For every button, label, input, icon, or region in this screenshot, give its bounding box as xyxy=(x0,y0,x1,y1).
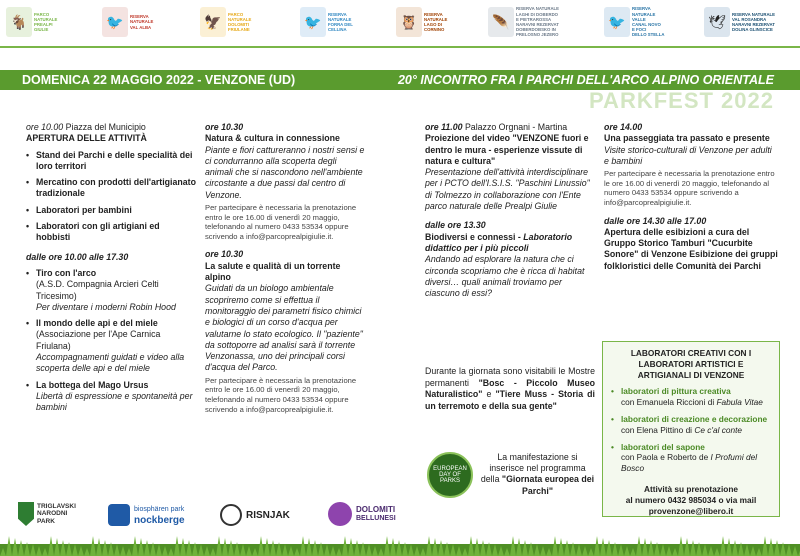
eagle-icon: 🦅 xyxy=(200,7,226,37)
time: dalle ore 14.30 alle 17.00 xyxy=(604,215,707,226)
bullet-icon: • xyxy=(26,267,30,278)
logo-dolomiti-friulane: 🦅 PARCO NATURALE DOLOMITI FRIULANE xyxy=(200,2,251,42)
contact-email: provenzone@libero.it xyxy=(648,505,734,516)
bullet-icon: • xyxy=(26,379,30,390)
bullet-icon: • xyxy=(26,177,30,188)
dolomiti-bellunesi-logo-icon xyxy=(328,502,352,526)
program-column-2: ore 10.30 Natura & cultura in connessione Piante e fiori cattureranno i nostri sensi e ci condurranno alla scoperta degli animali che si nascondono nell'ambiente circostante a due passi dal centro di Venzone. Per partecipare è necessaria la prenotazione entro le ore 16.00 di venerdì 20 maggio, telefonando al numero 0433 53534 oppure scrivendo a info@parcoprealpigiulie.it. ore 10.30 La salute e qualità di un torrente alpino Guidati da un biologo ambientale scopriremo come si effettua il monitoraggio dei parametri fisico chimici e biologici di un corso d'acqua per valutarne lo stato ecologico. Il "paziente" da sottoporre ad analisi sarà il torrente Venzonassa, uno dei principali corsi d'acqua del Parco. Per partecipare è necessaria la prenotazione entro le ore 16.00 di venerdì 20 maggio, telefonando al numero 0433 53534 oppure scrivendo a info@parcoprealpigiulie.it. xyxy=(205,122,365,414)
chamois-icon: 🐐 xyxy=(6,7,32,37)
bird-icon: 🐦 xyxy=(604,7,630,37)
bullet-icon: • xyxy=(26,318,30,329)
triglav-logo-icon xyxy=(18,502,34,526)
time: dalle ore 10.00 alle 17.30 xyxy=(26,251,129,262)
eu-program-note: La manifestazione si inserisce nel programma della "Giornata europea dei Parchi" xyxy=(480,452,595,496)
logo-forra-cellina: 🐦 RISERVA NATURALE FORRA DEL CELLINA xyxy=(300,2,353,42)
event-subtitle: 20° INCONTRO FRA I PARCHI DELL'ARCO ALPINO ORIENTALE xyxy=(397,73,774,87)
museum-note: Durante la giornata sono visitabili le Mostre permanenti "Bosc - Piccolo Museo Naturalistico" e "Tiere Muss - Storia di un terremoto e della sua gente" xyxy=(425,366,596,411)
sponsor-risnjak: RISNJAK xyxy=(220,504,290,526)
logo-doberdo: 🪶 RISERVA NATURALE LAGHI DI DOBERDO E PIETRAROSSA NARAVNI REZERVAT DOBERDOBSKO IN PRELOSNO JEZERO xyxy=(488,2,559,42)
bullet-icon: • xyxy=(611,441,614,452)
program-column-3: ore 11.00 Palazzo Orgnani - Martina Proiezione del video "VENZONE fuori e dentro le mura - esperienze vissute di natura e cultura" Presentazione dell'attività interdisciplinare per i PCTO dell'I.S.I.S. "Paschini Linussio" di Tolmezzo in collaborazione con l'Ente parco naturale delle Prealpi Giulie dalle ore 13.30 Biodiversi e connessi - Laboratorio didattico per i più piccoli Andando ad esplorare la natura che ci circonda scopriamo che è ricca di habitat diversi… quali animali troviamo per ciascuno di essi? xyxy=(425,122,595,299)
time: ore 14.00 xyxy=(604,122,643,132)
header-divider xyxy=(0,46,800,48)
owl-icon: 🦉 xyxy=(396,7,422,37)
bullet-icon: • xyxy=(26,204,30,215)
swallow-icon: 🕊 xyxy=(704,7,730,37)
logo-val-rosandra: 🕊 RISERVA NATURALE VAL ROSANDRA NARAVNI REZERVAT DOLINA GLINSCICE xyxy=(704,2,775,42)
grass-footer xyxy=(0,526,800,556)
time: ore 10.30 xyxy=(205,122,244,132)
parkfest-title: PARKFEST 2022 xyxy=(589,88,774,113)
bullet-icon: • xyxy=(26,221,30,232)
risnjak-logo-icon xyxy=(220,504,242,526)
program-column-4: ore 14.00 Una passeggiata tra passato e presente Visite storico-culturali di Venzone per adulti e bambini Per partecipare è necessaria la prenotazione entro le ore 16.00 di venerdì 20 maggio, telefonando al numero 0433 53534 oppure scrivendo a info@parcoprealpigiulie.it. dalle ore 14.30 alle 17.00 Apertura delle esibizioni a cura del Gruppo Storico Tamburi "Cucurbite Sonore" di Venzone Esibizione dei gruppi folkloristici delle Comunità dei Parchi xyxy=(604,122,778,271)
heron-icon: 🪶 xyxy=(488,7,514,37)
woodpecker-icon: 🐦 xyxy=(102,7,128,37)
section-title: APERTURA DELLE ATTIVITÀ xyxy=(26,133,147,144)
logo-prealpi-giulie: 🐐 PARCO NATURALE PREALPI GIULIE xyxy=(6,2,57,42)
bullet-icon: • xyxy=(611,413,614,424)
european-day-of-parks-logo: EUROPEAN DAY OF PARKS xyxy=(427,452,473,498)
sponsor-nockberge: biosphären park nockberge xyxy=(108,504,185,526)
logo-canal-novo: 🐦 RISERVA NATURALE VALLE CANAL NOVO E FOCI DELLO STELLA xyxy=(604,2,664,42)
sponsor-dolomiti-bellunesi: DOLOMITI BELLUNESI xyxy=(328,502,396,526)
logo-lago-cornino: 🦉 RISERVA NATURALE LAGO DI CORNINO xyxy=(396,2,447,42)
time: ore 10.00 xyxy=(26,122,64,132)
creative-labs-box: LABORATORI CREATIVI CON I LABORATORI ARTISTICI E ARTIGIANALI DI VENZONE • laboratori di pittura creativa con Emanuela Riccioni di Fabula Vitae • laboratori di creazione e decorazione con Elena Pittino di Ce c'al conte • laboratori del sapone con Paola e Roberto de I Profumi del Bosco Attività su prenotazione al numero 0432 985034 o via mail provenzone@libero.it xyxy=(602,341,780,517)
bullet-icon: • xyxy=(611,386,614,397)
event-date: DOMENICA 22 MAGGIO 2022 - VENZONE (UD) xyxy=(22,73,296,87)
title-band xyxy=(0,70,800,90)
time: dalle ore 13.30 xyxy=(425,220,486,231)
sponsor-triglav: TRIGLAVSKI NARODNI PARK xyxy=(18,502,79,526)
nockberge-logo-icon xyxy=(108,504,130,526)
time: ore 10.30 xyxy=(205,249,244,260)
bullet-icon: • xyxy=(26,149,30,160)
kingfisher-icon: 🐦 xyxy=(300,7,326,37)
logo-val-alba: 🐦 RISERVA NATURALE VAL ALBA xyxy=(102,2,153,42)
program-column-1: ore 10.00 Piazza del Municipio APERTURA DELLE ATTIVITÀ • Stand dei Parchi e delle specialità dei loro territori • Mercatino con prodotti dell'artigianato tradizionale • Laboratori per bambini • Laboratori con gli artigiani ed hobbisti dalle ore 10.00 alle 17.30 • Tiro con l'arco (A.S.D. Compagnia Arcieri Celti Tricesimo) Per diventare i moderni Robin Hood • Il mondo delle api e del miele (Associazione per l'Ape Carnica Friulana) Accompagnamenti guidati e video alla scoperta delle api e del miele • La bottega del Mago Ursus Libertà di espressione e spontaneità per bambini xyxy=(26,122,196,413)
time: ore 11.00 xyxy=(425,122,463,132)
